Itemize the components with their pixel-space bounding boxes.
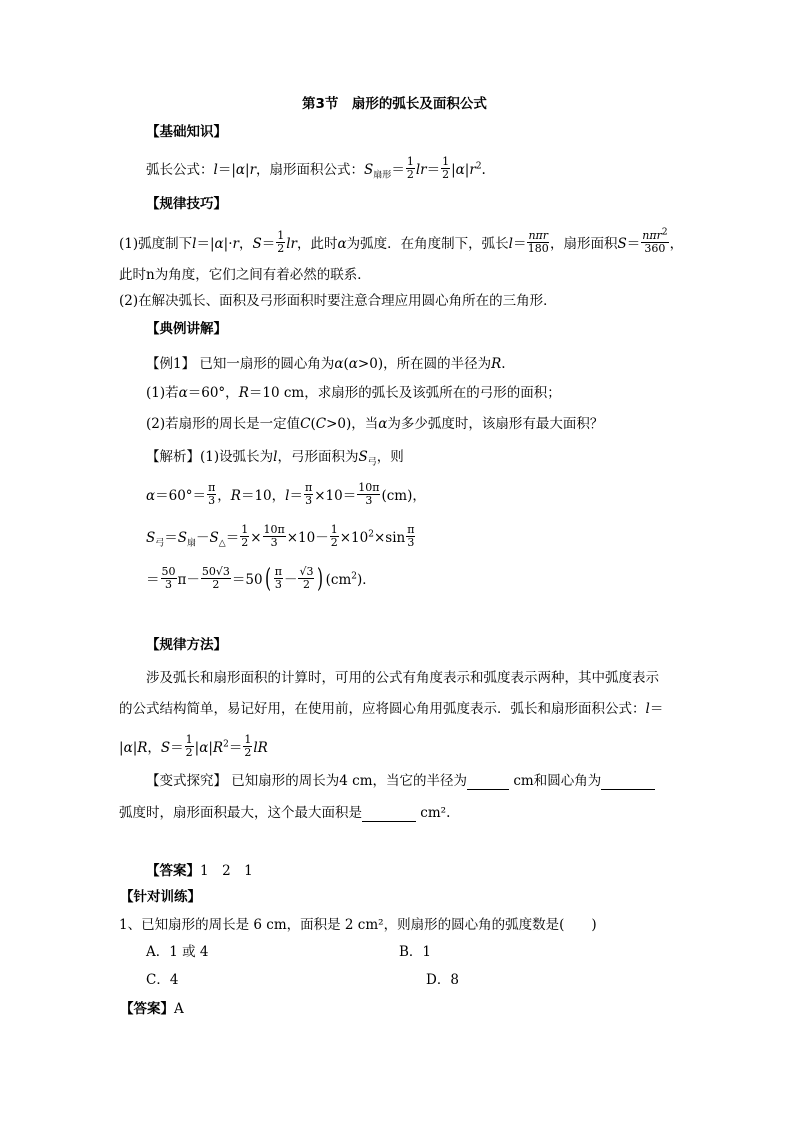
- method-line-3: |α|R，S＝ $\frac{1}{2}$ $|\alpha|R^2=$ $\frac{1}{2}$ lR: [119, 733, 268, 759]
- tip-line-1: (1)弧度制下l＝|α|·r，S＝ $\frac{1}{2}$ lr，此时α为弧度．在角度制下，弧长l＝ $\frac{\text{nπr}}{180}$ ，扇形面积S＝ $\frac{n\pi r^2}{360}$ ，: [119, 227, 684, 255]
- example-1-q1: (1)若α＝60°，R＝10 cm，求扇形的弧长及该弧所在的弓形的面积；: [146, 385, 561, 401]
- section-heading-tips: 【规律技巧】: [146, 196, 227, 212]
- section-heading-method: 【规律方法】: [146, 637, 227, 653]
- section-heading-basics: 【基础知识】: [146, 124, 227, 140]
- answer-blank-angle[interactable]: [601, 775, 655, 790]
- page-title: 第3节 扇形的弧长及面积公式: [302, 96, 487, 112]
- answer-blank-area[interactable]: [362, 807, 416, 822]
- section-heading-drill: 【针对训练】: [120, 889, 201, 905]
- answer-question-1: 【答案】A: [120, 1001, 184, 1017]
- variant-exercise-line-1: 【变式探究】 已知扇形的周长为4 cm，当它的半径为 cm和圆心角为: [146, 772, 655, 790]
- tip-line-1b: 此时n为角度，它们之间有着必然的联系．: [119, 267, 371, 283]
- method-line-2: 的公式结构简单，易记好用，在使用前，应将圆心角用弧度表示．弧长和扇形面积公式：l＝: [119, 701, 664, 717]
- solution-step-1: α＝60°＝ $\frac{\pi}{3}$ ，R＝10，l＝ $\frac{\pi}{3}$ ×10＝ $\frac{10\pi}{3}$ (cm)，: [146, 481, 426, 507]
- question-1-option-c[interactable]: C．4: [146, 972, 179, 988]
- question-1-option-a[interactable]: A．1 或 4: [146, 944, 209, 960]
- question-1-stem: 1、已知扇形的周长是 6 cm，面积是 2 cm²，则扇形的圆心角的弧度数是( ): [119, 917, 597, 933]
- example-1-q2: (2)若扇形的周长是一定值C(C>0)，当α为多少弧度时，该扇形有最大面积？: [146, 416, 604, 432]
- section-heading-examples: 【典例讲解】: [146, 321, 227, 337]
- example-1-stem: 【例1】 已知一扇形的圆心角为α(α>0)，所在圆的半径为R.: [146, 356, 506, 372]
- method-line-1: 涉及弧长和扇形面积的计算时，可用的公式有角度表示和弧度表示两种，其中弧度表示: [146, 670, 659, 686]
- variant-exercise-line-2: 弧度时，扇形面积最大，这个最大面积是 cm².: [119, 805, 451, 821]
- solution-step-3: ＝ $\frac{50}{3}$ π－ $\frac{50√3}{2}$ ＝50( $\frac{\pi}{3}$ － $\frac{√3}{2}$ ) $(cm^2)$．: [146, 563, 376, 594]
- answer-variant: 【答案】1 2 1: [146, 863, 253, 879]
- solution-step-2: $S_弓=S_扇-S_\triangle=$ $\frac{1}{2}$ × $\frac{10\pi}{3}$ ×10－ $\frac{1}{2}$ $\times 10^2\times\sin$ $\frac{\pi}{3}$: [146, 523, 415, 549]
- formula-line-basics: 弧长公式：l＝|α|r，扇形面积公式：$S_{扇形}=$ $\frac{1}{2}$ lr＝ $\frac{1}{2}$ $|\alpha|r^2$.: [146, 155, 486, 181]
- tip-line-2: (2)在解决弧长、面积及弓形面积时要注意合理应用圆心角所在的三角形．: [119, 293, 557, 309]
- answer-blank-radius[interactable]: [467, 775, 509, 790]
- question-1-option-d[interactable]: D．8: [426, 972, 459, 988]
- solution-intro: 【解析】(1)设弧长为l，弓形面积为$S_弓$，则: [146, 449, 404, 468]
- question-1-option-b[interactable]: B．1: [399, 944, 432, 960]
